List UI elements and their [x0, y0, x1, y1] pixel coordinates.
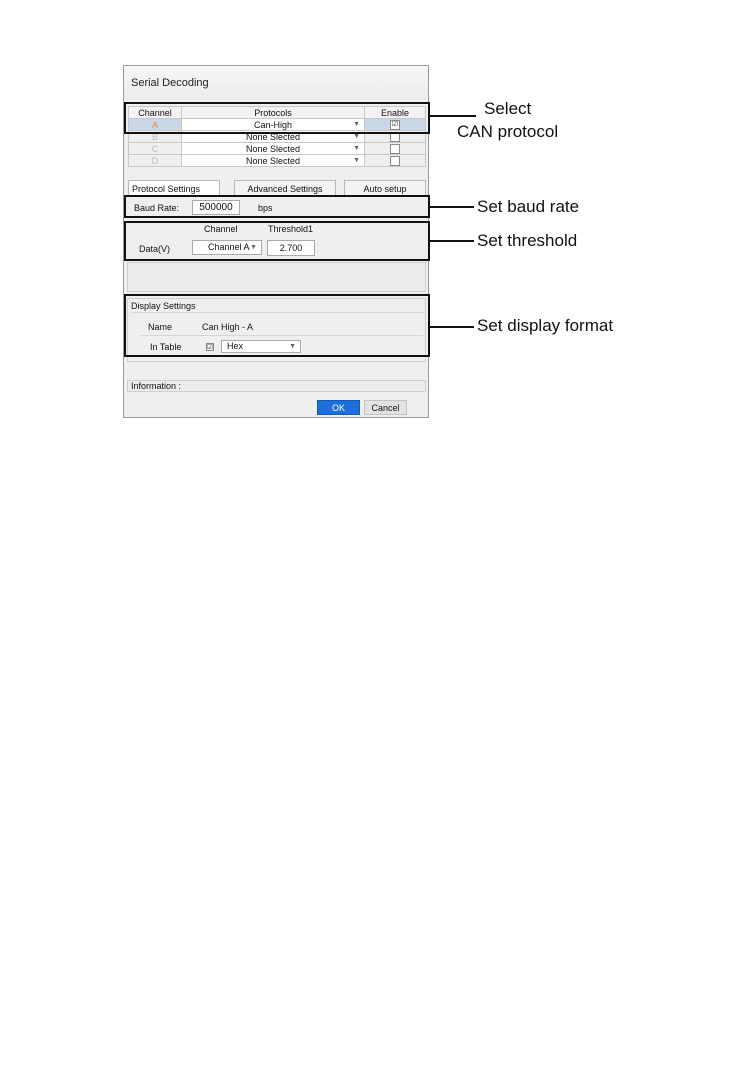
table-row[interactable] [129, 155, 426, 167]
tab-advanced-settings[interactable]: Advanced Settings [234, 180, 336, 196]
threshold-input[interactable]: 2.700 [267, 240, 315, 256]
chevron-down-icon: ▼ [353, 145, 360, 152]
annotation-select-line2: CAN protocol [457, 122, 559, 141]
chevron-down-icon: ▼ [353, 121, 360, 128]
ok-button[interactable]: OK [317, 400, 360, 415]
threshold-header: Threshold1 [268, 224, 314, 234]
annotation-baud: Set baud rate [477, 197, 580, 216]
leader-line-baud [430, 206, 474, 208]
row-channel: A [129, 119, 182, 131]
annotation-display: Set display format [477, 316, 614, 335]
leader-line-display [430, 326, 474, 328]
dialog-title: Serial Decoding [124, 66, 428, 100]
enable-checkbox-d[interactable] [390, 156, 400, 166]
protocol-value: Can-High [253, 119, 293, 130]
enable-checkbox-a[interactable]: ☑ [391, 120, 399, 128]
col-protocols-header: Protocols [182, 107, 365, 119]
baud-unit-label: bps [258, 203, 273, 213]
col-channel-header: Channel [129, 107, 182, 119]
tab-auto-setup[interactable]: Auto setup [344, 180, 426, 196]
protocol-value: None Slected [245, 155, 301, 166]
annotation-select-line1: Select [484, 99, 532, 118]
protocol-value: None Slected [245, 143, 301, 154]
highlight-threshold-box [124, 221, 430, 261]
protocol-select-c[interactable] [182, 143, 365, 155]
row-channel: C [129, 143, 182, 155]
data-voltage-label: Data(V) [139, 244, 171, 254]
information-bar: Information : [127, 380, 426, 392]
highlight-protocol-box [124, 102, 430, 134]
threshold-channel-value: Channel A [208, 242, 250, 252]
leader-line-protocol [430, 115, 476, 117]
highlight-display-box [124, 294, 430, 357]
chevron-down-icon: ▼ [289, 343, 296, 350]
baud-rate-label: Baud Rate: [134, 203, 180, 213]
protocol-value: None Slected [245, 131, 301, 142]
in-table-checkbox[interactable]: ☑ [207, 344, 214, 351]
protocol-select-d[interactable] [182, 155, 365, 167]
display-format-value: Hex [227, 341, 244, 351]
enable-checkbox-c[interactable] [390, 144, 400, 154]
highlight-baud-box [124, 195, 430, 218]
tab-protocol-settings[interactable]: Protocol Settings [128, 180, 220, 196]
col-enable-header: Enable [365, 107, 426, 119]
threshold-spacer-panel [127, 262, 426, 292]
annotation-threshold: Set threshold [477, 231, 578, 250]
chevron-down-icon: ▼ [250, 244, 257, 251]
baud-rate-input[interactable]: 500000 [192, 200, 240, 215]
row-channel: D [129, 155, 182, 167]
display-name-value: Can High - A [202, 322, 254, 332]
chevron-down-icon: ▼ [353, 133, 360, 140]
display-name-label: Name [148, 322, 173, 332]
cancel-button[interactable]: Cancel [364, 400, 407, 415]
leader-line-threshold [430, 240, 474, 242]
chevron-down-icon: ▼ [353, 157, 360, 164]
threshold-channel-header: Channel [204, 224, 238, 234]
display-settings-header: Display Settings [131, 301, 424, 313]
row-channel: B [129, 131, 182, 143]
in-table-label: In Table [150, 342, 182, 352]
table-row[interactable] [129, 143, 426, 155]
